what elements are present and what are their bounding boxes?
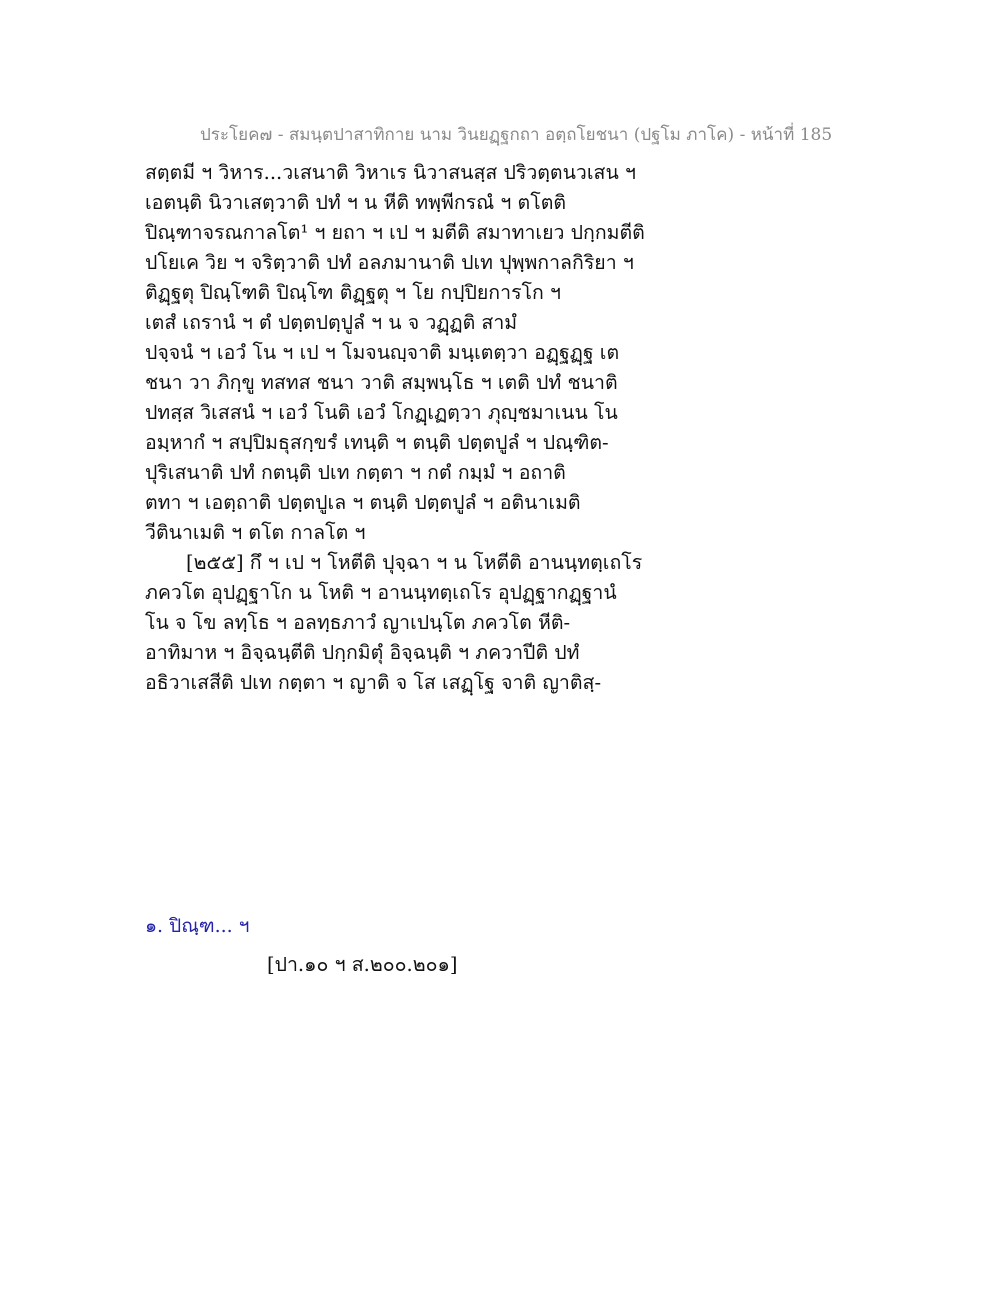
- footnote[interactable]: ๑. ปิณฺฑ... ฯ: [145, 915, 250, 937]
- paragraph-start-line: [๒๕๕] กึ ฯ เป ฯ โหตีติ ปุจฺฉา ฯ น โหตีติ อานนฺทตฺเถโร: [186, 551, 643, 574]
- text-line: โน จ โข ลทฺโธ ฯ อลทฺธภาวํ ญาเปนฺโต ภควโต หีติ-: [145, 611, 571, 634]
- text-line: เตสํ เถรานํ ฯ ตํ ปตฺตปตฺปูลํ ฯ น จ วฏฺฏติ สามํ: [145, 311, 518, 334]
- text-line: สตฺตมี ฯ วิหาร...วเสนาติ วิหาเร นิวาสนสฺส ปริวตฺตนวเสน ฯ: [145, 161, 636, 184]
- text-line: อธิวาเสสีติ ปเท กตฺตา ฯ ญาติ จ โส เสฏฺโฐ จาติ ญาติสฺ-: [145, 671, 602, 694]
- text-line: ติฏฺฐตุ ปิณฺโฑติ ปิณฺโฑ ติฏฺฐตุ ฯ โย กปฺปิยการโก ฯ: [145, 281, 561, 304]
- text-line: ภควโต อุปฏฺฐาโก น โหติ ฯ อานนฺทตฺเถโร อุปฏฺฐากฏฺฐานํ: [145, 581, 617, 604]
- text-line: ปทสฺส วิเสสนํ ฯ เอวํ โนติ เอวํ โกฏฺเฏตฺวา ภุญฺชมาเนน โน: [145, 401, 618, 424]
- running-header: ประโยค๗ - สมนฺตปาสาทิกาย นาม วินยฏฺฐกถา อตฺถโยชนา (ปฐโม ภาโค) - หน้าที่ 185: [200, 125, 833, 145]
- text-line: ปุริเสนาติ ปทํ กตนฺติ ปเท กตฺตา ฯ กตํ กมฺมํ ฯ อถาติ: [145, 461, 566, 484]
- body-text: [145, 158, 865, 698]
- text-line: ปจฺจนํ ฯ เอวํ โน ฯ เป ฯ โมจนญฺจาติ มนฺเตตฺวา อฏฺฐฏฺฐ เต: [145, 341, 620, 364]
- text-line: ตทา ฯ เอตฺถาติ ปตฺตปูเล ฯ ตนฺติ ปตฺตปูลํ ฯ อตินาเมติ: [145, 491, 581, 514]
- text-line: อาทิมาห ฯ อิจฺฉนฺตีติ ปกฺกมิตุํ อิจฺฉนฺติ ฯ ภควาปีติ ปทํ: [145, 641, 580, 664]
- text-line: ปโยเค วิย ฯ จริตฺวาติ ปทํ อลภมานาติ ปเท ปุพฺพกาลกิริยา ฯ: [145, 251, 634, 274]
- text-line: ปิณฺฑาจรณกาลโต¹ ฯ ยถา ฯ เป ฯ มตีติ สมาทาเยว ปกฺกมตีติ: [145, 221, 645, 244]
- page-reference: [ปา.๑๐ ฯ ส.๒๐๐.๒๐๑]: [267, 953, 458, 976]
- text-line: อมฺหากํ ฯ สปฺปิมธุสกฺขรํ เทนฺติ ฯ ตนฺติ ปตฺตปูลํ ฯ ปณฺฑิต-: [145, 431, 609, 454]
- text-line: วีตินาเมติ ฯ ตโต กาลโต ฯ: [145, 521, 366, 544]
- text-line: เอตนฺติ นิวาเสตฺวาติ ปทํ ฯ น หีติ ทพฺพีกรณํ ฯ ตโตติ: [145, 191, 567, 214]
- text-line: ชนา วา ภิกฺขู ทสทส ชนา วาติ สมฺพนฺโธ ฯ เตติ ปทํ ชนาติ: [145, 371, 618, 394]
